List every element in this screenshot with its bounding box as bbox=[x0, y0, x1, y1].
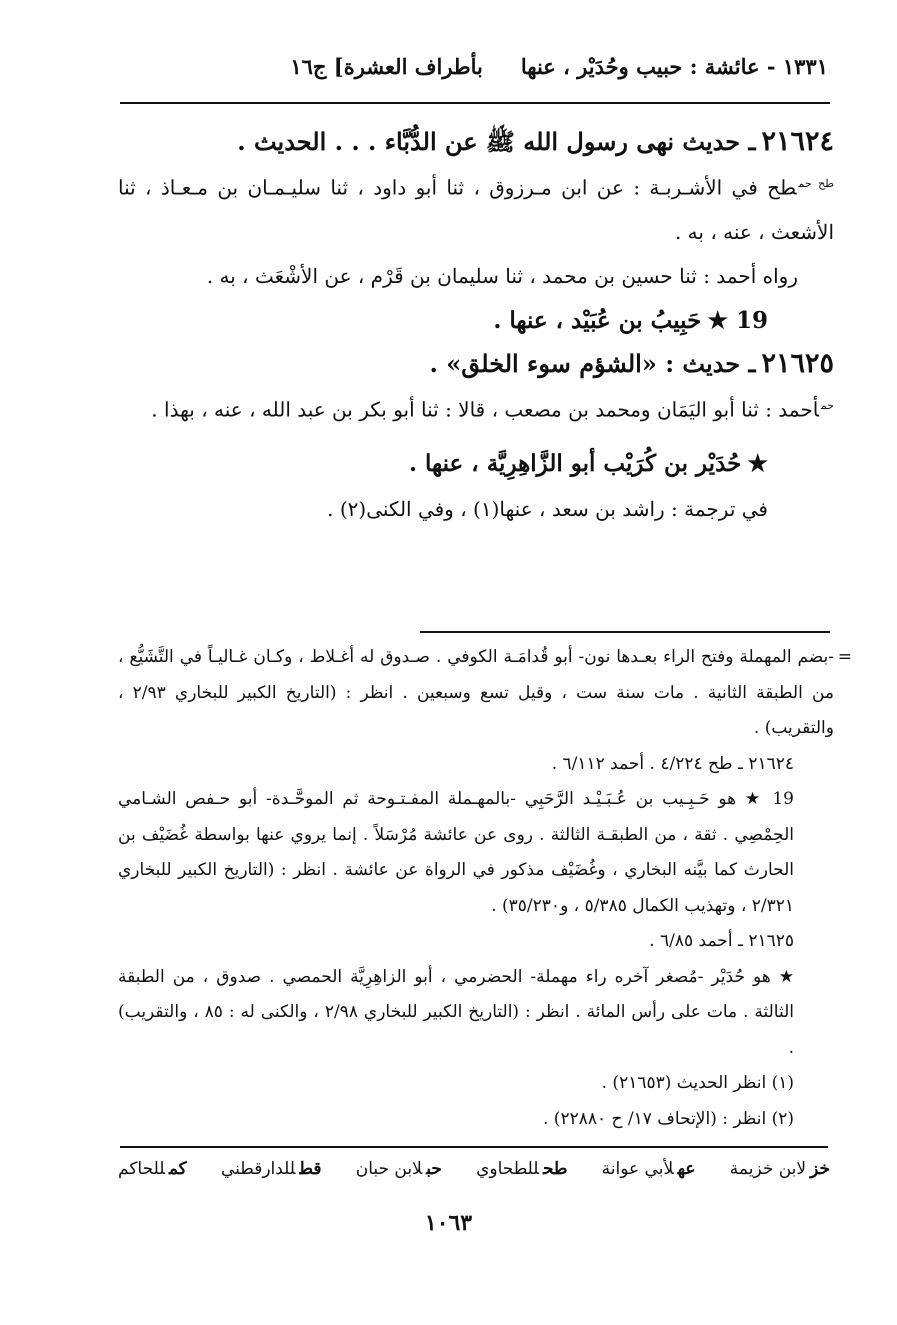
header-rule bbox=[120, 102, 830, 104]
hadith-21625-heading bbox=[118, 344, 834, 384]
footnotes bbox=[118, 640, 852, 1137]
star-icon: ★ bbox=[747, 450, 768, 478]
source-mark: طح حم bbox=[798, 177, 835, 190]
hadith-21624-heading bbox=[118, 122, 834, 162]
narrator-name: حُدَيْر بن كُرَيْب أبو الزَّاهِرِيَّة ، عنها . bbox=[408, 450, 742, 478]
header-book-title: بأطراف العشرة] ج١٦ bbox=[290, 54, 483, 79]
narrator-number: 19 bbox=[735, 306, 768, 334]
footnote-narrator-19: 19 ★ هو حَـبِـيب بن عُـبَـيْـد الرَّحَبِي -بالمهـملة المفـتـوحة ثم الموحَّـدة- أبو حـفص الشـامي الحِمْصِي . ثقة ، من الطبقـة الثالثة . روى عن عائشة مُرْسَلاً . إنما يروي عنها بواسطة غُضَيْف بن الحارث كما بيَّنه البخاري ، وغُضَيْف مذكور في الرواة عن عائشة . انظر : (التاريخ الكبير للبخاري ٢/٣٢١ ، وتهذيب الكمال ٥/٣٨٥ ، و٣٥/٢٣٠) . bbox=[118, 789, 794, 916]
narrator-name: حَبِيبُ بن عُبَيْد ، عنها . bbox=[493, 306, 702, 334]
chain-text: أحمد : ثنا أبو اليَمَان ومحمد بن مصعب ، قالا : ثنا أبو بكر بن عبد الله ، عنه ، بهذا . bbox=[151, 397, 819, 422]
chain-text: طح في الأشـربـة : عن ابن مـرزوق ، ثنا أبو داود ، ثنا سليـمـان بن مـعـاذ ، ثنا الأشعث ، عنه ، به . bbox=[118, 175, 834, 244]
hadith-text: ـ حديث : «الشؤم سوء الخلق» . bbox=[429, 348, 756, 378]
legend-item: خزلابن خزيمة bbox=[729, 1159, 830, 1179]
abbreviation-legend bbox=[118, 1154, 830, 1184]
legend-item: طحللطحاوي bbox=[476, 1159, 568, 1179]
footnote-continued: -بضم المهملة وفتح الراء بعـدها نون- أبو قُدامَـة الكوفي . صـدوق له أغـلاط ، وكـان غـاليـاً في التَّشَيُّع ، من الطبقة الثانية . مات سنة ست ، وقيل تسع وسبعين . انظر : (التاريخ الكبير للبخاري ٢/٩٣ ، والتقريب) . bbox=[118, 647, 835, 738]
hadith-21624-chain-2: رواه أحمد : ثنا حسين بن محمد ، ثنا سليمان بن قَرْم ، عن الأشْعَث ، به . bbox=[206, 263, 798, 288]
legend-item: قطللدارقطني bbox=[220, 1159, 322, 1179]
main-text bbox=[118, 122, 834, 531]
hadith-text: ـ حديث نهى رسول الله ﷺ عن الدُّبَّاء . . . الحديث . bbox=[237, 127, 756, 156]
continuation-mark: = bbox=[837, 647, 852, 667]
footnote-1: (١) انظر الحديث (٢١٦٥٣) . bbox=[601, 1073, 794, 1093]
legend-item: كمللحاكم bbox=[118, 1159, 187, 1179]
narrator-19-heading bbox=[118, 298, 834, 344]
hadith-number: ٢١٦٢٤ bbox=[761, 126, 834, 157]
narrator-hudayr-heading bbox=[118, 441, 834, 487]
hadith-number: ٢١٦٢٥ bbox=[761, 347, 834, 379]
legend-item: حبلابن حبان bbox=[355, 1159, 442, 1179]
header-running-head: ١٣٣١ - عائشة : حبيب وحُدَيْر ، عنها bbox=[520, 54, 828, 79]
footnote-21625: ٢١٦٢٥ ـ أحمد ٦/٨٥ . bbox=[649, 931, 794, 951]
footnote-separator bbox=[420, 631, 830, 633]
footnote-2: (٢) انظر : (الإتحاف ١٧/ ح ٢٢٨٨٠) . bbox=[543, 1108, 794, 1129]
star-icon: ★ bbox=[707, 306, 728, 334]
page-number: ١٠٦٣ bbox=[424, 1210, 473, 1236]
legend-rule bbox=[120, 1146, 828, 1148]
footnote-21624: ٢١٦٢٤ ـ طح ٤/٢٢٤ . أحمد ٦/١١٢ . bbox=[551, 753, 794, 774]
hadith-21624-chain-1 bbox=[118, 162, 834, 254]
hadith-21625-chain-1 bbox=[118, 384, 834, 432]
footnote-hudayr: ★ هو حُدَيْر -مُصغر آخره راء مهملة- الحضرمي ، أبو الزاهِرِيَّة الحمصي . صدوق ، من الطبقة الثالثة . مات على رأس المائة . انظر : (التاريخ الكبير للبخاري ٢/٩٨ ، والكنى له : ٨٥ ، والتقريب) . bbox=[118, 966, 795, 1058]
source-mark: حم bbox=[820, 398, 834, 412]
running-header bbox=[120, 54, 828, 79]
narrator-hudayr-note: في ترجمة : راشد بن سعد ، عنها(١) ، وفي الكنى(٢) . bbox=[327, 497, 768, 522]
legend-item: عهلأبي عوانة bbox=[601, 1159, 696, 1179]
